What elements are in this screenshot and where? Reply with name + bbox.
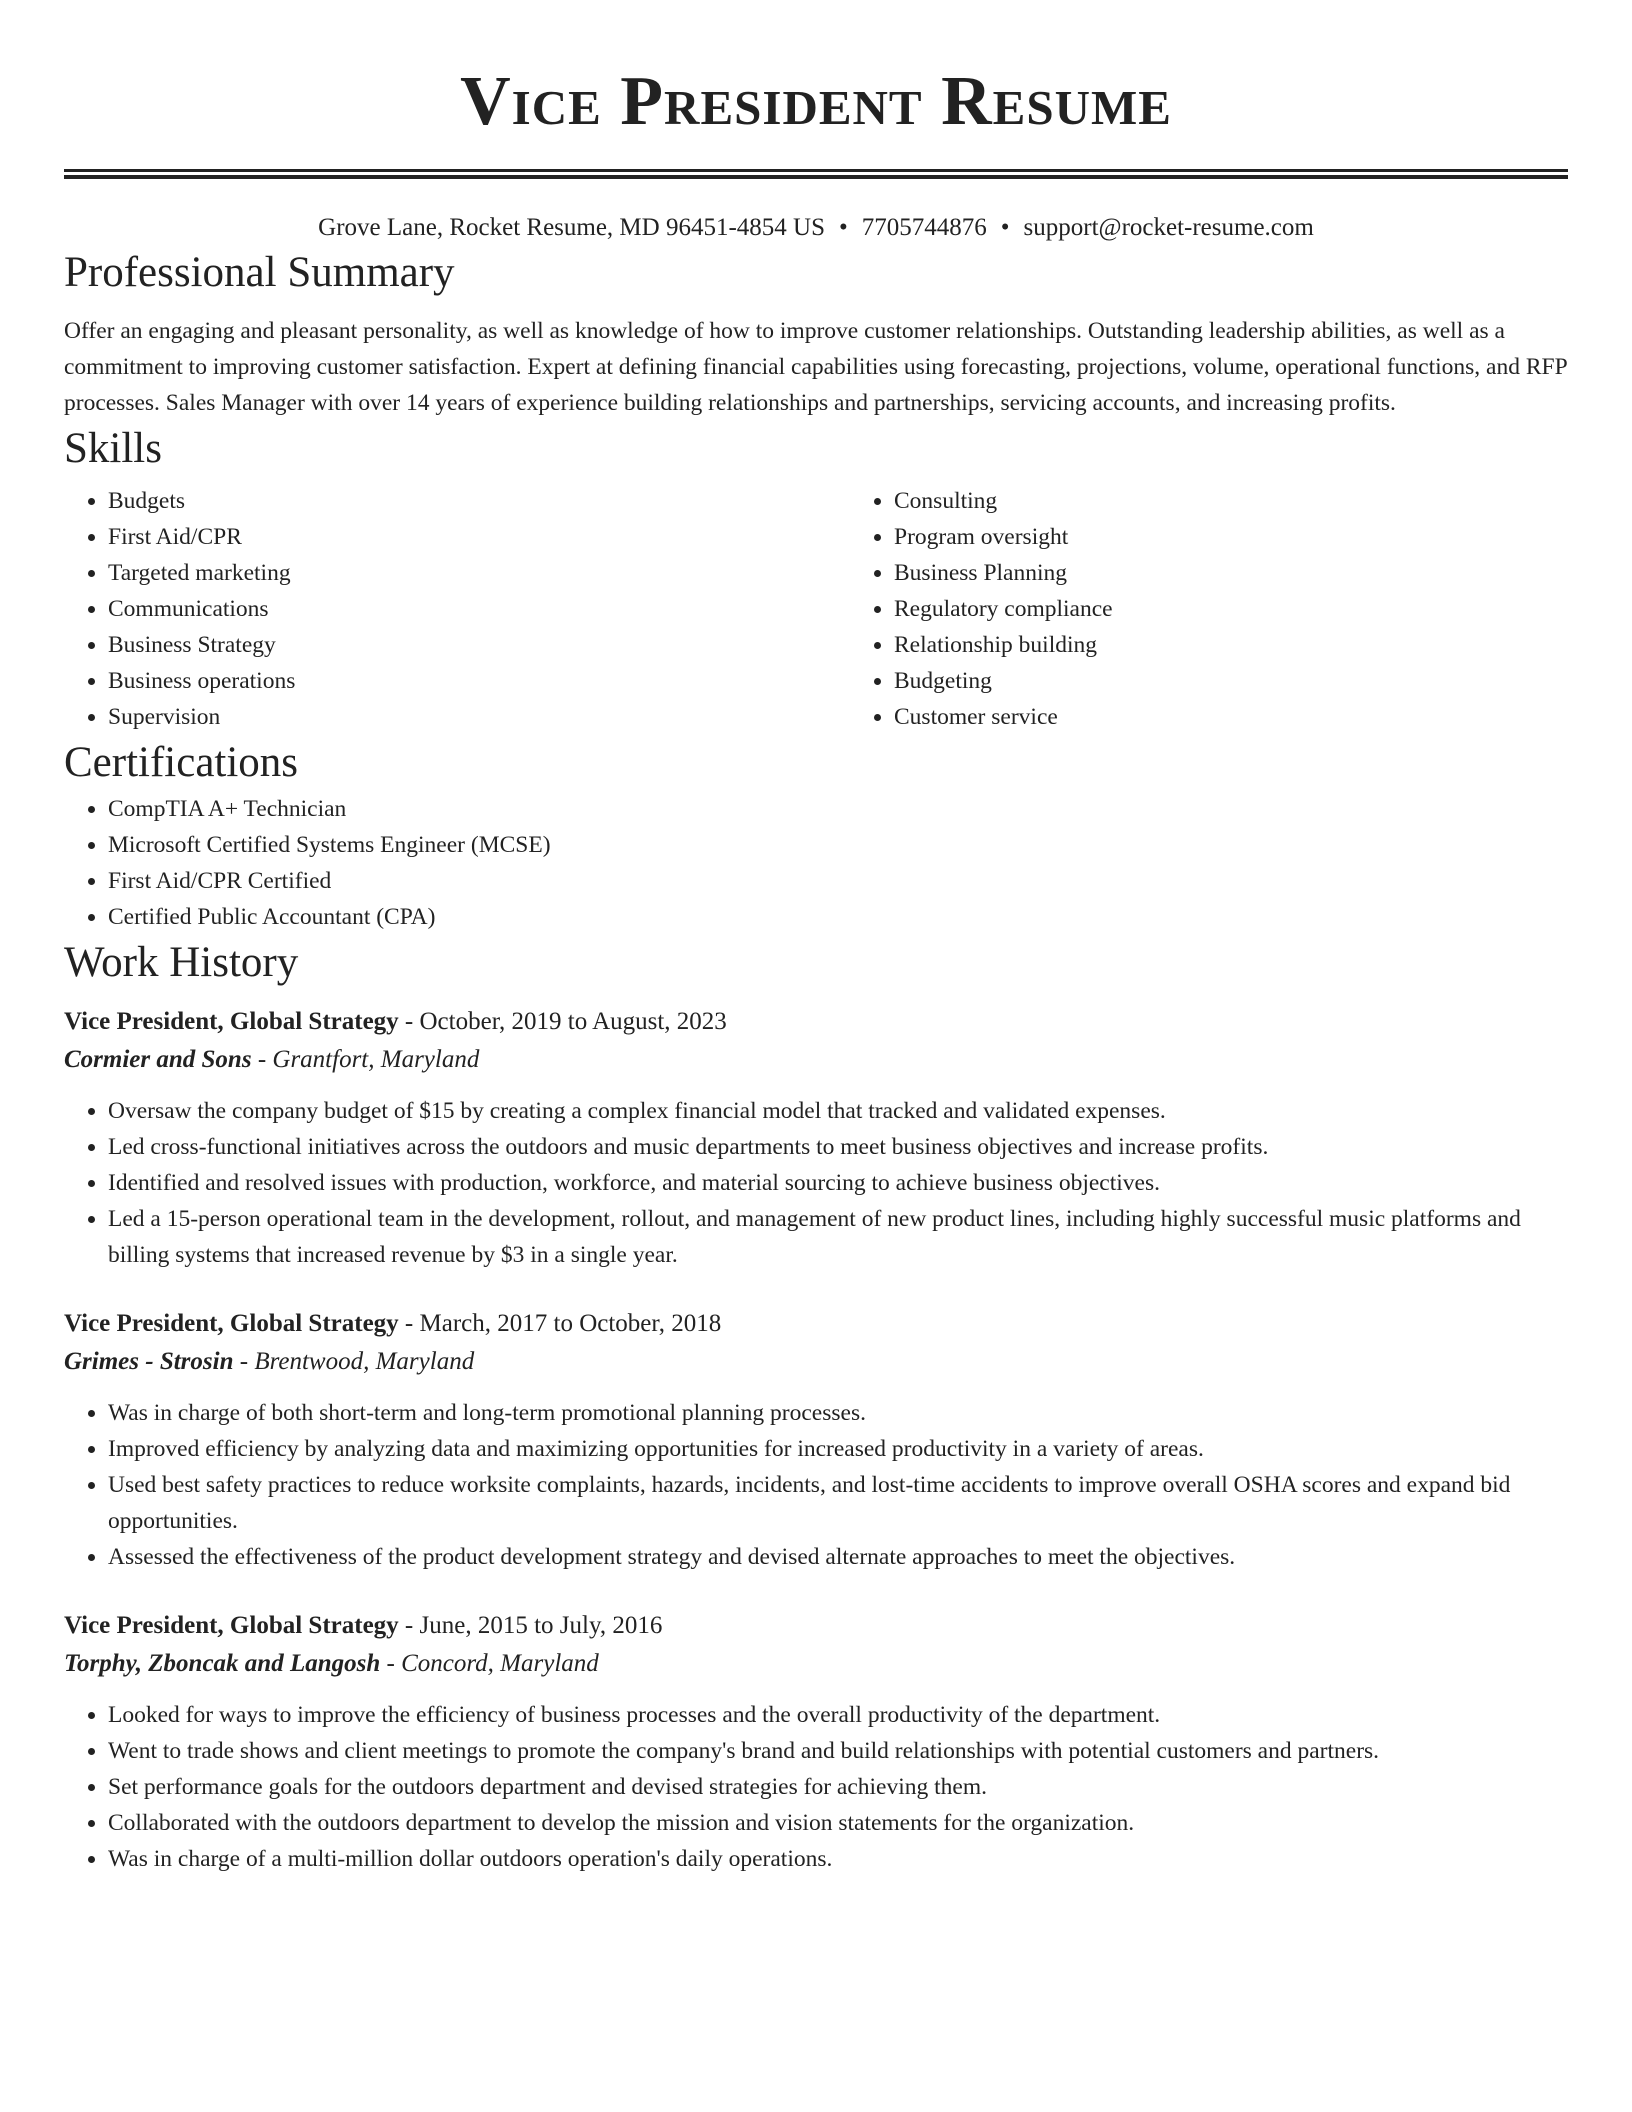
certifications-list	[64, 791, 1568, 935]
job-entry	[64, 1003, 1568, 1273]
job-duty: • Oversaw the company budget of $15 by creating a complex financial model that tracked and validated expenses.	[108, 1093, 1568, 1129]
job-role: Vice President, Global Strategy	[64, 1008, 399, 1035]
job-location: Grantfort, Maryland	[272, 1046, 480, 1073]
job-duty: • Assessed the effectiveness of the product development strategy and devised alternate approaches to meet the objectives.	[108, 1539, 1568, 1575]
job-location: Concord, Maryland	[401, 1650, 599, 1677]
contact-phone: 7705744876	[861, 214, 987, 241]
skills-list	[64, 483, 1568, 735]
job-company-line: Grimes - Strosin - Brentwood, Maryland	[64, 1348, 475, 1375]
job-title-line: Vice President, Global Strategy - June, 2015 to July, 2016	[64, 1612, 663, 1639]
skill-item: • Relationship building	[894, 627, 1632, 663]
job-duties	[64, 1697, 1568, 1877]
certification-item: • First Aid/CPR Certified	[108, 863, 1568, 899]
resume-page	[64, 0, 1568, 1877]
skill-item: • Business Strategy	[108, 627, 850, 663]
job-company-line: Torphy, Zboncak and Langosh - Concord, Maryland	[64, 1650, 599, 1677]
contact-separator: •	[1000, 214, 1010, 241]
job-title-line: Vice President, Global Strategy - March, 2017 to October, 2018	[64, 1310, 722, 1337]
skill-item: • Business operations	[108, 663, 850, 699]
skill-item: • First Aid/CPR	[108, 519, 850, 555]
job-company: Torphy, Zboncak and Langosh	[64, 1650, 381, 1677]
job-duty: • Identified and resolved issues with production, workforce, and material sourcing to achieve business objectives.	[108, 1165, 1568, 1201]
job-title-line: Vice President, Global Strategy - October, 2019 to August, 2023	[64, 1008, 727, 1035]
skill-item: • Communications	[108, 591, 850, 627]
contact-address: Grove Lane, Rocket Resume, MD 96451-4854 US	[318, 214, 826, 241]
job-company: Cormier and Sons	[64, 1046, 252, 1073]
skill-item: • Supervision	[108, 699, 850, 735]
job-role: Vice President, Global Strategy	[64, 1310, 399, 1337]
job-dates: March, 2017 to October, 2018	[419, 1310, 722, 1337]
job-location: Brentwood, Maryland	[254, 1348, 475, 1375]
job-entry	[64, 1305, 1568, 1575]
skills-heading: Skills	[64, 425, 162, 472]
work-history-heading: Work History	[64, 939, 299, 986]
skill-item: • Budgeting	[894, 663, 1632, 699]
certifications-heading: Certifications	[64, 739, 299, 786]
certification-item: • Microsoft Certified Systems Engineer (MCSE)	[108, 827, 1568, 863]
contact-line	[64, 211, 1568, 245]
certification-item: • CompTIA A+ Technician	[108, 791, 1568, 827]
title-divider	[64, 169, 1568, 179]
job-dates: June, 2015 to July, 2016	[419, 1612, 663, 1639]
skills-column-right	[850, 483, 1632, 735]
job-duty: • Was in charge of both short-term and long-term promotional planning processes.	[108, 1395, 1568, 1431]
job-entry	[64, 1607, 1568, 1877]
job-duty: • Looked for ways to improve the efficiency of business processes and the overall productivity of the department.	[108, 1697, 1568, 1733]
contact-separator: •	[839, 214, 848, 241]
job-dates: October, 2019 to August, 2023	[419, 1008, 727, 1035]
job-company-line: Cormier and Sons - Grantfort, Maryland	[64, 1046, 480, 1073]
skill-item: • Targeted marketing	[108, 555, 850, 591]
job-duty: • Set performance goals for the outdoors department and devised strategies for achieving them.	[108, 1769, 1568, 1805]
job-duty: • Was in charge of a multi-million dollar outdoors operation's daily operations.	[108, 1841, 1568, 1877]
job-company: Grimes - Strosin	[64, 1348, 234, 1375]
job-duty: • Led cross-functional initiatives across the outdoors and music departments to meet business objectives and increase profits.	[108, 1129, 1568, 1165]
job-duty: • Led a 15-person operational team in the development, rollout, and management of new product lines, including highly successful music platforms and billing systems that increased revenue by $3 in a single year.	[108, 1201, 1568, 1273]
job-duty: • Improved efficiency by analyzing data and maximizing opportunities for increased productivity in a variety of areas.	[108, 1431, 1568, 1467]
summary-text: Offer an engaging and pleasant personality, as well as knowledge of how to improve customer relationships. Outstanding leadership abilities, as well as a commitment to improving customer satisfaction. Expert at defining financial capabilities using forecasting, projections, volume, operational functions, and RFP processes. Sales Manager with over 14 years of experience building relationships and partnerships, servicing accounts, and increasing profits.	[64, 318, 1567, 416]
skills-column-left	[64, 483, 850, 735]
skill-item: • Business Planning	[894, 555, 1632, 591]
certification-item: • Certified Public Accountant (CPA)	[108, 899, 1568, 935]
job-duties	[64, 1093, 1568, 1273]
resume-title: Vice President Resume	[460, 63, 1172, 140]
job-duty: • Used best safety practices to reduce worksite complaints, hazards, incidents, and lost-time accidents to improve overall OSHA scores and expand bid opportunities.	[108, 1467, 1568, 1539]
contact-email: support@rocket-resume.com	[1023, 214, 1314, 241]
skill-item: • Consulting	[894, 483, 1632, 519]
skill-item: • Regulatory compliance	[894, 591, 1632, 627]
skill-item: • Budgets	[108, 483, 850, 519]
job-role: Vice President, Global Strategy	[64, 1612, 399, 1639]
job-duty: • Went to trade shows and client meetings to promote the company's brand and build relationships with potential customers and partners.	[108, 1733, 1568, 1769]
summary-heading: Professional Summary	[64, 249, 455, 296]
skill-item: • Customer service	[894, 699, 1632, 735]
job-duties	[64, 1395, 1568, 1575]
job-duty: • Collaborated with the outdoors department to develop the mission and vision statements for the organization.	[108, 1805, 1568, 1841]
skill-item: • Program oversight	[894, 519, 1632, 555]
